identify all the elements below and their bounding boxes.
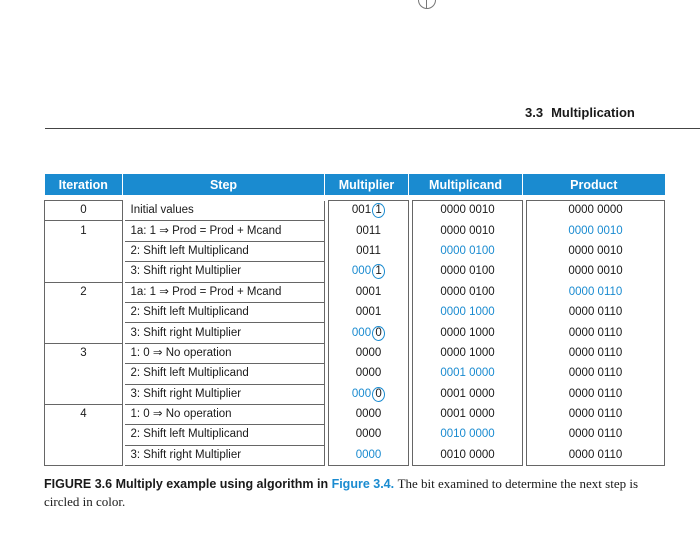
registration-mark-icon	[418, 0, 436, 9]
table-row	[45, 221, 665, 241]
step-cell: 2: Shift left Multiplicand	[125, 241, 325, 261]
product-cell: 0000 0010	[527, 262, 665, 282]
multiplicand-cell: 0001 0000	[413, 384, 523, 404]
multiplicand-cell: 0010 0000	[413, 425, 523, 445]
product-cell: 0000 0010	[527, 221, 665, 241]
multiplicand-cell: 0000 1000	[413, 343, 523, 363]
multiplier-high-bits: 000	[351, 387, 372, 400]
iteration-cell: 0	[45, 201, 123, 221]
header-iteration: Iteration	[45, 174, 123, 195]
table-row	[45, 302, 665, 322]
table-row	[45, 364, 665, 384]
figure-label: FIGURE 3.6	[44, 477, 113, 491]
iteration-cell	[45, 262, 123, 282]
multiplier-cell: 0000	[329, 445, 409, 465]
multiplier-cell: 0000	[329, 425, 409, 445]
iteration-cell	[45, 302, 123, 322]
multiplier-cell	[329, 384, 409, 404]
running-head	[525, 105, 635, 120]
iteration-cell: 1	[45, 221, 123, 241]
table-body	[45, 195, 665, 466]
section-title: Multiplication	[551, 105, 635, 120]
circled-bit: 1	[372, 203, 385, 218]
product-cell: 0000 0110	[527, 282, 665, 302]
product-cell: 0000 0110	[527, 445, 665, 465]
figure-reference-link[interactable]: Figure 3.4.	[331, 477, 395, 491]
multiplier-cell: 0000	[329, 404, 409, 424]
multiplicand-cell: 0010 0000	[413, 445, 523, 465]
multiplier-cell: 0000	[329, 364, 409, 384]
header-step: Step	[123, 174, 325, 195]
multiplicand-cell: 0001 0000	[413, 364, 523, 384]
figure-caption	[44, 475, 664, 511]
section-number: 3.3	[525, 105, 544, 120]
multiplier-high-bits: 001	[351, 204, 372, 217]
multiplier-cell: 0000	[329, 343, 409, 363]
caption-title: Multiply example using algorithm in	[115, 477, 329, 491]
multiplicand-cell: 0000 0100	[413, 282, 523, 302]
product-cell: 0000 0110	[527, 302, 665, 322]
multiplier-cell: 0011	[329, 241, 409, 261]
step-cell: 3: Shift right Multiplier	[125, 262, 325, 282]
step-cell: 1a: 1 ⇒ Prod = Prod + Mcand	[125, 282, 325, 302]
header-product: Product	[523, 174, 665, 195]
step-cell: 2: Shift left Multiplicand	[125, 302, 325, 322]
product-cell: 0000 0110	[527, 384, 665, 404]
header-multiplier: Multiplier	[325, 174, 409, 195]
step-cell: 3: Shift right Multiplier	[125, 323, 325, 343]
multiplier-cell: 0001	[329, 302, 409, 322]
table-row	[45, 343, 665, 363]
multiply-example-table	[44, 174, 665, 466]
table-row	[45, 404, 665, 424]
product-cell: 0000 0110	[527, 343, 665, 363]
multiplicand-cell: 0000 0100	[413, 262, 523, 282]
iteration-cell: 2	[45, 282, 123, 302]
iteration-cell	[45, 425, 123, 445]
multiplier-cell	[329, 323, 409, 343]
multiplier-cell: 0001	[329, 282, 409, 302]
step-cell: 1a: 1 ⇒ Prod = Prod + Mcand	[125, 221, 325, 241]
iteration-cell: 4	[45, 404, 123, 424]
multiplier-high-bits: 000	[351, 326, 372, 339]
circled-bit: 1	[372, 264, 385, 279]
multiplicand-cell: 0000 1000	[413, 323, 523, 343]
multiplier-cell: 0011	[329, 221, 409, 241]
multiplicand-cell: 0000 0010	[413, 221, 523, 241]
table-row	[45, 384, 665, 404]
multiplier-cell	[329, 201, 409, 221]
product-cell: 0000 0110	[527, 404, 665, 424]
step-cell: 2: Shift left Multiplicand	[125, 364, 325, 384]
step-cell: 3: Shift right Multiplier	[125, 445, 325, 465]
iteration-cell	[45, 364, 123, 384]
product-cell: 0000 0000	[527, 201, 665, 221]
step-cell: 1: 0 ⇒ No operation	[125, 343, 325, 363]
multiplicand-cell: 0000 1000	[413, 302, 523, 322]
circled-bit: 0	[372, 387, 385, 402]
table-header-row	[45, 174, 665, 195]
iteration-cell	[45, 323, 123, 343]
iteration-cell	[45, 241, 123, 261]
product-cell: 0000 0110	[527, 364, 665, 384]
product-cell: 0000 0110	[527, 425, 665, 445]
step-cell: 3: Shift right Multiplier	[125, 384, 325, 404]
multiplicand-cell: 0000 0010	[413, 201, 523, 221]
multiplier-cell	[329, 262, 409, 282]
product-cell: 0000 0010	[527, 241, 665, 261]
table-row	[45, 425, 665, 445]
step-cell: 2: Shift left Multiplicand	[125, 425, 325, 445]
step-cell: Initial values	[125, 201, 325, 221]
table-row	[45, 282, 665, 302]
table-row	[45, 262, 665, 282]
table-row	[45, 201, 665, 221]
caption-description: The bit examined to determine the next step is circled in color.	[44, 476, 639, 509]
iteration-cell	[45, 445, 123, 465]
table-row	[45, 445, 665, 465]
step-cell: 1: 0 ⇒ No operation	[125, 404, 325, 424]
header-rule	[45, 128, 700, 129]
multiplicand-cell: 0000 0100	[413, 241, 523, 261]
table-row	[45, 323, 665, 343]
header-multiplicand: Multiplicand	[409, 174, 523, 195]
product-cell: 0000 0110	[527, 323, 665, 343]
multiplicand-cell: 0001 0000	[413, 404, 523, 424]
circled-bit: 0	[372, 326, 385, 341]
table-row	[45, 241, 665, 261]
multiplier-high-bits: 000	[351, 265, 372, 278]
iteration-cell: 3	[45, 343, 123, 363]
iteration-cell	[45, 384, 123, 404]
